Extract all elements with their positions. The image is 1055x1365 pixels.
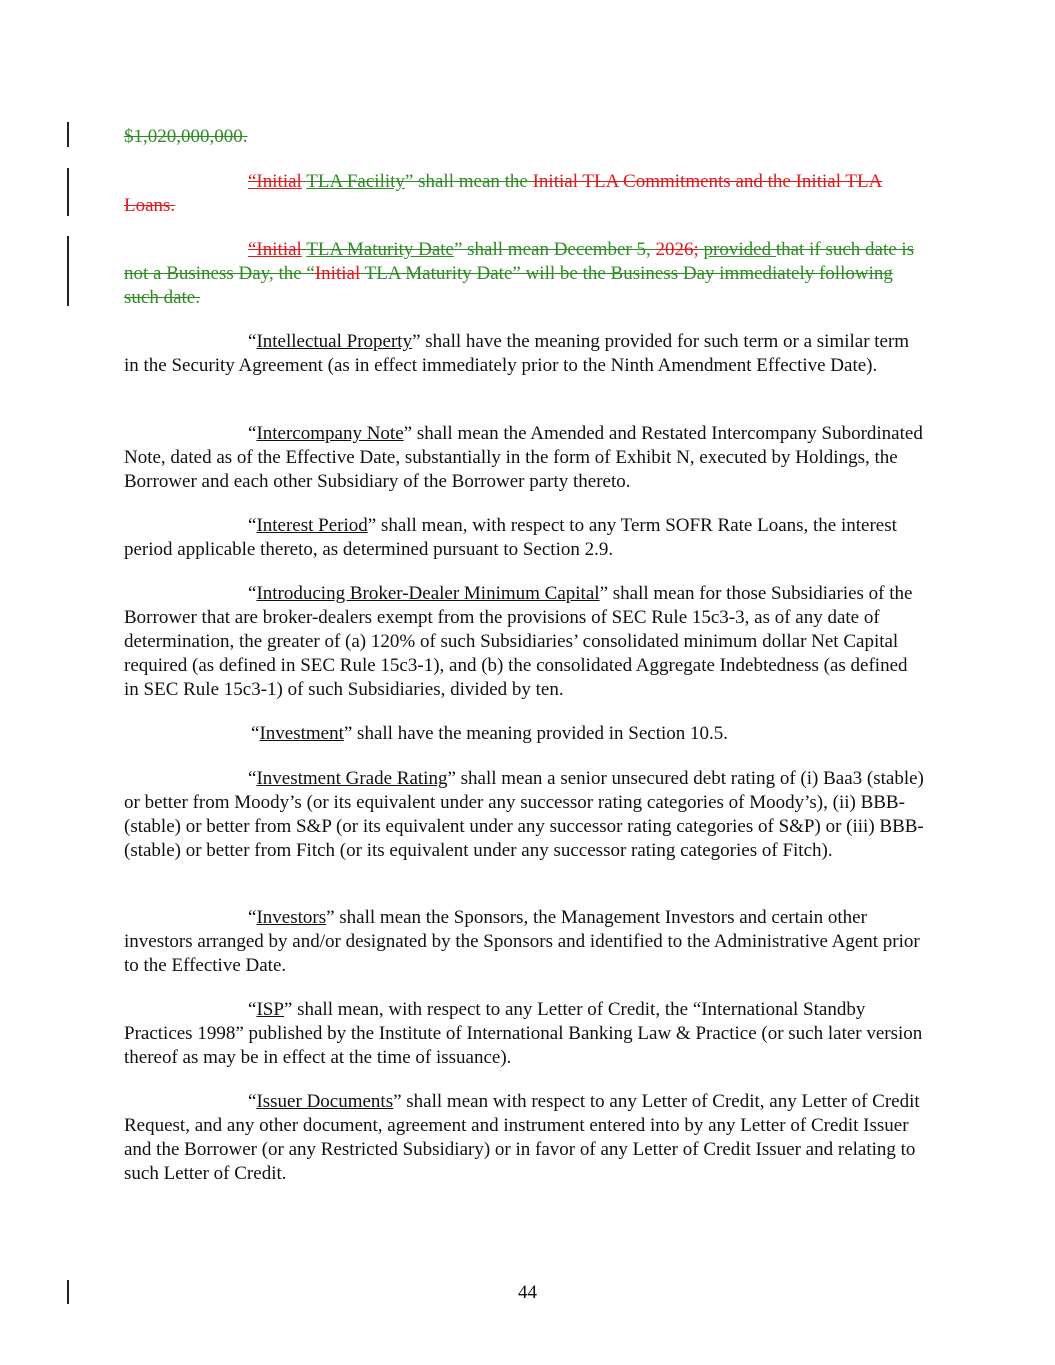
definition-tla-maturity-deleted: “Initial TLA Maturity Date” shall mean December 5, 2026; provided that if such date is not a Business Day, the “Initial TLA Maturity Date” will be the Business Day immediately following such date. (124, 239, 915, 308)
definition-text: ” shall mean, with respect to any Term SOFR Rate Loans, the interest period applicable thereto, as determined pursuant to Section 2.9. (124, 515, 897, 560)
definition-text: ” shall mean with respect to any Letter of Credit, any Letter of Credit Request, and any other document, agreement and instrument entered into by any Letter of Credit Issuer and the Borrower (or any Restricted Subsidiary) or in favor of any Letter of Credit Issuer and relating to such Letter of Credit. (124, 1091, 920, 1184)
change-bar (67, 122, 69, 147)
definition-intellectual-property: “Intellectual Property” shall have the meaning provided for such term or a similar term in the Security Agreement (as in effect immediately prior to the Ninth Amendment Effective Date). (124, 331, 910, 376)
definition-tla-facility-deleted: “Initial TLA Facility” shall mean the Initial TLA Commitments and the Initial TLA Loans. (124, 171, 883, 216)
deleted-red-text: Initial TLA Commitments and the Initial TLA Loans. (124, 171, 883, 216)
defined-term: Intellectual Property (256, 331, 413, 352)
definition-investors: “Investors” shall mean the Sponsors, the Management Investors and certain other investors arranged by and/or designated by the Sponsors and identified to the Administrative Agent prior to the Effective Date. (124, 907, 920, 976)
change-bar (67, 168, 69, 216)
deleted-term: TLA Facility (306, 171, 405, 192)
deleted-initial: “Initial (248, 171, 302, 192)
definition-investment: “Investment” shall have the meaning provided in Section 10.5. (251, 723, 729, 744)
definition-investment-grade-rating: “Investment Grade Rating” shall mean a senior unsecured debt rating of (i) Baa3 (stable) or better from Moody’s (or its equivalent under any successor rating categories of Moody’s), (ii) BBB- (stable) or better from S&P (or its equivalent under any successor rating categories of S&P) or (iii) BBB- (stable) or better from Fitch (or its equivalent under any successor rating categories of Fitch). (124, 768, 924, 861)
deleted-initial: “Initial (248, 239, 302, 260)
page-number: 44 (518, 1282, 537, 1303)
definition-text: ” shall mean for those Subsidiaries of the Borrower that are broker-dealers exempt from the provisions of SEC Rule 15c3-3, as of any date of determination, the greater of (a) 120% of such Subsidiaries’ consolidated minimum dollar Net Capital required (as defined in SEC Rule 15c3-1), and (b) the consolidated Aggregate Indebtedness (as defined in SEC Rule 15c3-1) of such Subsidiaries, divided by ten. (124, 583, 913, 700)
definition-issuer-documents: “Issuer Documents” shall mean with respect to any Letter of Credit, any Letter of Credit Request, and any other document, agreement and instrument entered into by any Letter of Credit Issuer and the Borrower (or any Restricted Subsidiary) or in favor of any Letter of Credit Issuer and relating to such Letter of Credit. (124, 1091, 920, 1184)
deleted-provided: provided (703, 239, 776, 260)
change-bar (67, 236, 69, 306)
defined-term: ISP (256, 999, 284, 1020)
definition-text: ” shall have the meaning provided in Section 10.5. (343, 723, 729, 744)
definition-isp: “ISP” shall mean, with respect to any Letter of Credit, the “International Standby Practices 1998” published by the Institute of International Banking Law & Practice (or such later version thereof as may be in effect at the time of issuance). (124, 999, 923, 1068)
definition-introducing-broker-dealer: “Introducing Broker-Dealer Minimum Capital” shall mean for those Subsidiaries of the Borrower that are broker-dealers exempt from the provisions of SEC Rule 15c3-3, as of any date of determination, the greater of (a) 120% of such Subsidiaries’ consolidated minimum dollar Net Capital required (as defined in SEC Rule 15c3-1), and (b) the consolidated Aggregate Indebtedness (as defined in SEC Rule 15c3-1) of such Subsidiaries, divided by ten. (124, 583, 913, 700)
definition-text: ” shall have the meaning provided for such term or a similar term in the Security Agreement (as in effect immediately prior to the Ninth Amendment Effective Date). (124, 331, 910, 376)
defined-term: Introducing Broker-Dealer Minimum Capital (256, 583, 600, 604)
definition-intercompany-note: “Intercompany Note” shall mean the Amended and Restated Intercompany Subordinated Note, dated as of the Effective Date, substantially in the form of Exhibit N, executed by Holdings, the Borrower and each other Subsidiary of the Borrower party thereto. (124, 423, 923, 492)
deleted-year: 2026 (655, 239, 694, 260)
defined-term: Interest Period (256, 515, 368, 536)
definition-text: ” shall mean the Amended and Restated Intercompany Subordinated Note, dated as of the Effective Date, substantially in the form of Exhibit N, executed by Holdings, the Borrower and each other Subsidiary of the Borrower party thereto. (124, 423, 923, 492)
deleted-amount-text: $1,020,000,000. (124, 126, 248, 147)
definition-text: ” shall mean the Sponsors, the Management Investors and certain other investors arranged by and/or designated by the Sponsors and identified to the Administrative Agent prior to the Effective Date. (124, 907, 920, 976)
defined-term: Intercompany Note (256, 423, 404, 444)
deleted-term: TLA Maturity Date (306, 239, 454, 260)
defined-term: Investors (256, 907, 327, 928)
defined-term: Investment Grade Rating (256, 768, 448, 789)
definition-text: ” shall mean a senior unsecured debt rating of (i) Baa3 (stable) or better from Moody’s (or its equivalent under any successor rating categories of Moody’s), (ii) BBB- (stable) or better from S&P (or its equivalent under any successor rating categories of S&P) or (iii) BBB- (stable) or better from Fitch (or its equivalent under any successor rating categories of Fitch). (124, 768, 924, 861)
deleted-amount (124, 125, 924, 149)
definition-interest-period: “Interest Period” shall mean, with respect to any Term SOFR Rate Loans, the interest period applicable thereto, as determined pursuant to Section 2.9. (124, 515, 897, 560)
definition-text: ” shall mean, with respect to any Letter of Credit, the “International Standby Practices 1998” published by the Institute of International Banking Law & Practice (or such later version thereof as may be in effect at the time of issuance). (124, 999, 923, 1068)
defined-term: Investment (259, 723, 344, 744)
defined-term: Issuer Documents (256, 1091, 394, 1112)
